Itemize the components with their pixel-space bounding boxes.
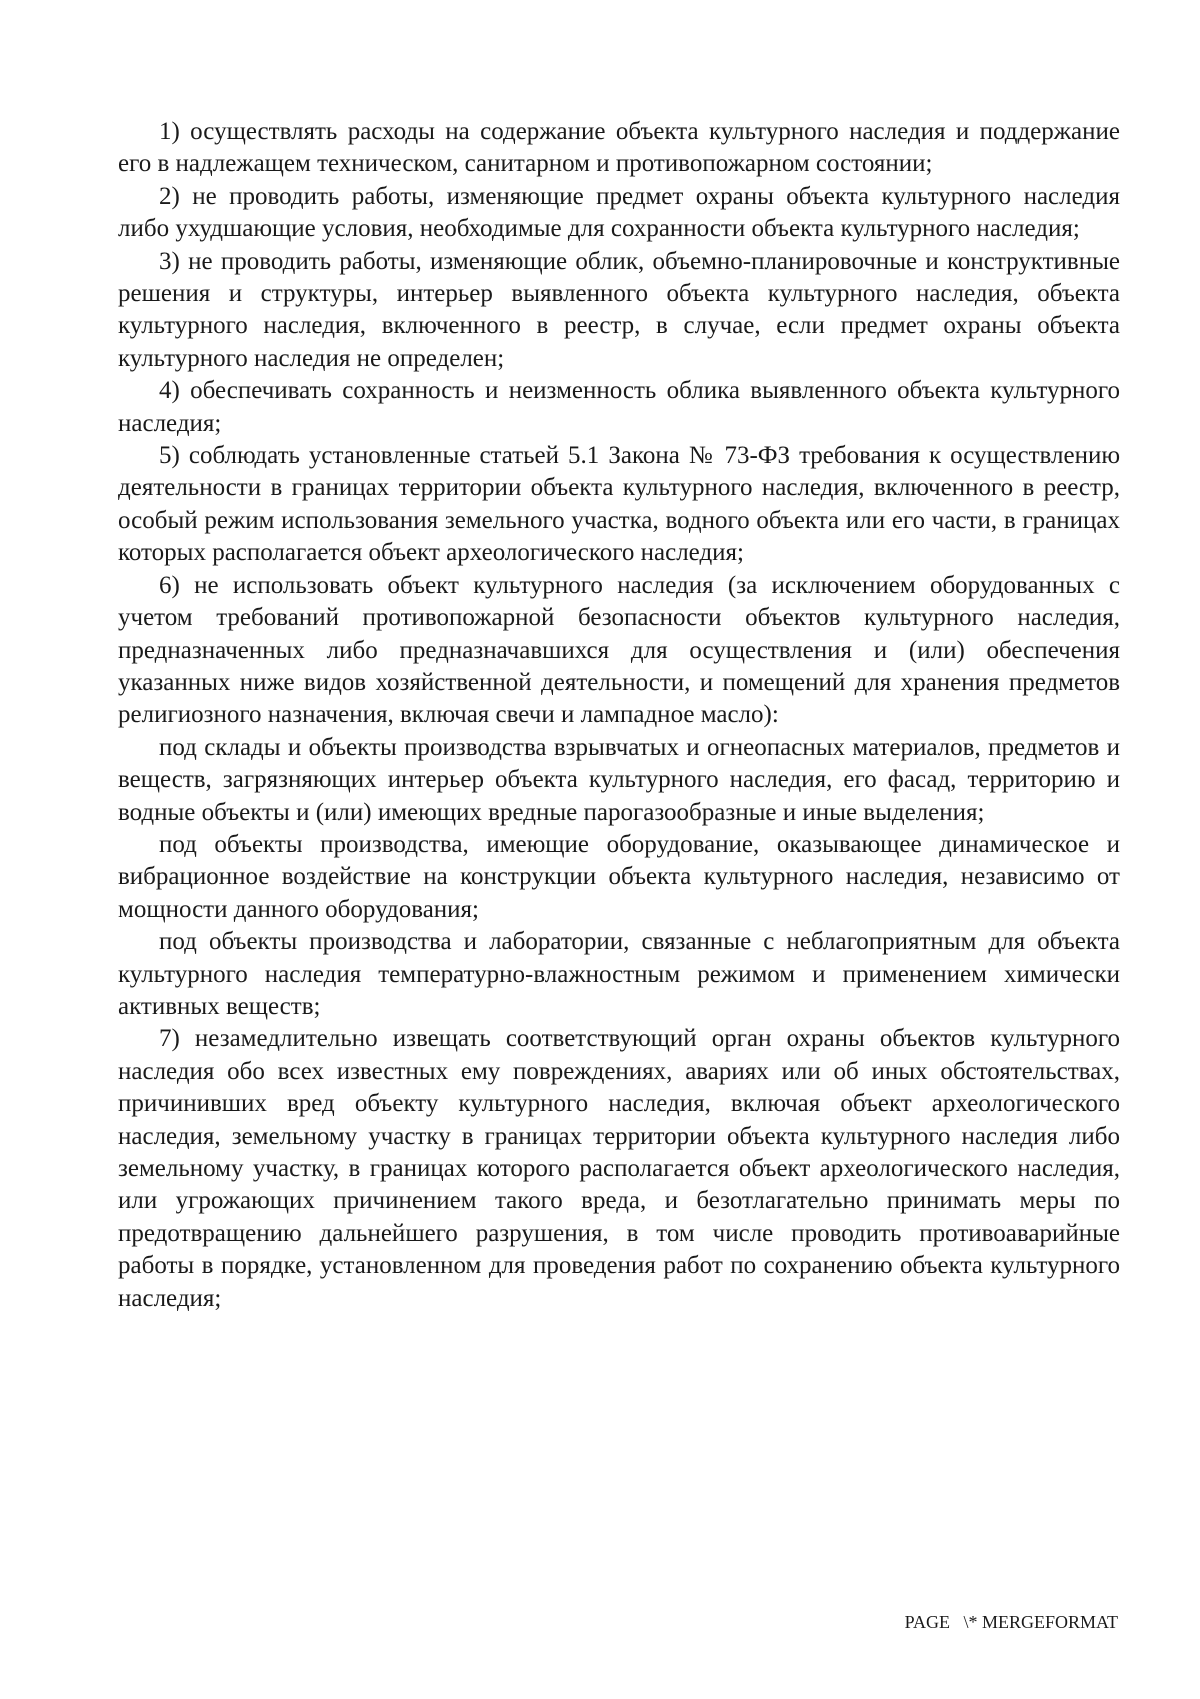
page-number-field: PAGE \* MERGEFORMAT <box>904 1612 1118 1632</box>
paragraph-item-7: 7) незамедлительно извещать соответствующий орган охраны объектов культурного наследия обо всех известных ему повреждениях, авариях или об иных обстоятельствах, причинивших вред объекту культурного наследия, включая объект археологического наследия, земельному участку в границах территории объекта культурного наследия либо земельному участку, в границах которого располагается объект археологического наследия, или угрожающих причинением такого вреда, и безотлагательно принимать меры по предотвращению дальнейшего разрушения, в том числе проводить противоаварийные работы в порядке, установленном для проведения работ по сохранению объекта культурного наследия; <box>118 1025 1120 1312</box>
paragraph-subitem-warehouses: под склады и объекты производства взрывчатых и огнеопасных материалов, предметов и веществ, загрязняющих интерьер объекта культурного наследия, его фасад, территорию и водные объекты и (или) имеющих вредные парогазообразные и иные выделения; <box>118 733 1120 826</box>
paragraph-item-1: 1) осуществлять расходы на содержание объекта культурного наследия и поддержание его в надлежащем техническом, санитарном и противопожарном состоянии; <box>118 118 1120 178</box>
paragraph-item-4: 4) обеспечивать сохранность и неизменность облика выявленного объекта культурного наследия; <box>118 377 1120 437</box>
paragraph-item-2: 2) не проводить работы, изменяющие предмет охраны объекта культурного наследия либо ухудшающие условия, необходимые для сохранности объекта культурного наследия; <box>118 182 1120 243</box>
paragraph-item-3: 3) не проводить работы, изменяющие облик, объемно-планировочные и конструктивные решения и структуры, интерьер выявленного объекта культурного наследия, объекта культурного наследия, включенного в реестр, в случае, если предмет охраны объекта культурного наследия не определен; <box>118 247 1120 372</box>
document-body <box>118 116 1120 1315</box>
paragraph-subitem-laboratories: под объекты производства и лаборатории, связанные с неблагоприятным для объекта культурного наследия температурно-влажностным режимом и применением химически активных веществ; <box>118 928 1120 1020</box>
paragraph-subitem-equipment: под объекты производства, имеющие оборудование, оказывающее динамическое и вибрационное воздействие на конструкции объекта культурного наследия, независимо от мощности данного оборудования; <box>118 830 1120 923</box>
paragraph-item-6: 6) не использовать объект культурного наследия (за исключением оборудованных с учетом требований противопожарной безопасности объектов культурного наследия, предназначенных либо предназначавшихся для осуществления и (или) обеспечения указанных ниже видов хозяйственной деятельности, и помещений для хранения предметов религиозного назначения, включая свечи и лампадное масло): <box>118 571 1120 729</box>
paragraph-item-5: 5) соблюдать установленные статьей 5.1 Закона № 73-ФЗ требования к осуществлению деятельности в границах территории объекта культурного наследия, включенного в реестр, особый режим использования земельного участка, водного объекта или его части, в границах которых располагается объект археологического наследия; <box>118 442 1120 567</box>
